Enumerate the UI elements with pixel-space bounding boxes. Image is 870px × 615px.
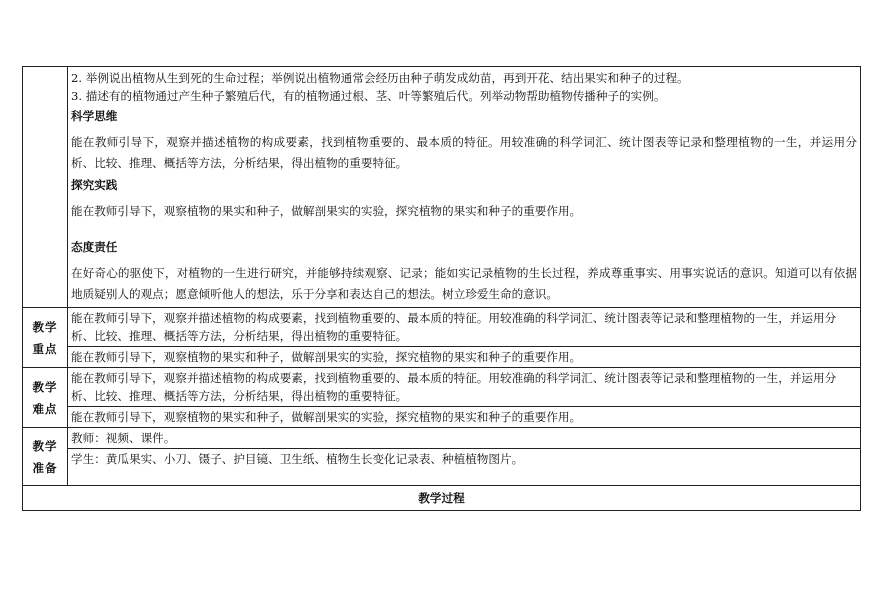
goals-row (23, 67, 861, 308)
difficulties-row-1 (23, 368, 861, 407)
goals-label-cell (23, 67, 68, 308)
attitude-heading: 态度责任 (71, 240, 118, 254)
knowledge-line-3: 3. 描述有的植物通过产生种子繁殖后代，有的植物通过根、茎、叶等繁殖后代。列举动物帮助植物传播种子的实例。 (71, 89, 666, 103)
key-points-label: 教学 重点 (23, 308, 68, 368)
attitude-text: 在好奇心的驱使下，对植物的一生进行研究，并能够持续观察、记录；能如实记录植物的生长过程，养成尊重事实、用事实说话的意识。知道可以有依据地质疑别人的观点；愿意倾听他人的想法，乐于分享和表达自己的想法。树立珍爱生命的意识。 (71, 266, 857, 301)
difficulties-label: 教学 难点 (23, 368, 68, 428)
process-row (23, 486, 861, 511)
practice-heading: 探究实践 (71, 178, 118, 192)
preparation-student: 学生：黄瓜果实、小刀、镊子、护目镜、卫生纸、植物生长变化记录表、种植植物图片。 (68, 449, 861, 486)
preparation-teacher: 教师：视频、课件。 (68, 428, 861, 449)
knowledge-line-2: 2. 举例说出植物从生到死的生命过程；举例说出植物通常会经历由种子萌发成幼苗，再到开花、结出果实和种子的过程。 (71, 71, 689, 85)
preparation-row-2 (23, 449, 861, 486)
difficulty-2: 能在教师引导下，观察植物的果实和种子，做解剖果实的实验，探究植物的果实和种子的重要作用。 (68, 407, 861, 428)
practice-text: 能在教师引导下，观察植物的果实和种子，做解剖果实的实验，探究植物的果实和种子的重要作用。 (71, 204, 582, 218)
thinking-text: 能在教师引导下，观察并描述植物的构成要素，找到植物重要的、最本质的特征。用较准确的科学词汇、统计图表等记录和整理植物的一生，并运用分析、比较、推理、概括等方法，分析结果，得出植物的重要特征。 (71, 135, 857, 170)
goals-content-cell (68, 67, 861, 308)
key-points-row-1 (23, 308, 861, 347)
key-point-2: 能在教师引导下，观察植物的果实和种子，做解剖果实的实验，探究植物的果实和种子的重要作用。 (68, 347, 861, 368)
lesson-plan-table (22, 66, 861, 511)
difficulties-row-2 (23, 407, 861, 428)
process-title: 教学过程 (23, 486, 861, 511)
difficulty-1: 能在教师引导下，观察并描述植物的构成要素，找到植物重要的、最本质的特征。用较准确的科学词汇、统计图表等记录和整理植物的一生，并运用分析、比较、推理、概括等方法，分析结果，得出植物的重要特征。 (68, 368, 861, 407)
key-point-1: 能在教师引导下，观察并描述植物的构成要素，找到植物重要的、最本质的特征。用较准确的科学词汇、统计图表等记录和整理植物的一生，并运用分析、比较、推理、概括等方法，分析结果，得出植物的重要特征。 (68, 308, 861, 347)
thinking-heading: 科学思维 (71, 109, 118, 123)
preparation-label: 教学 准备 (23, 428, 68, 486)
key-points-row-2 (23, 347, 861, 368)
preparation-row-1 (23, 428, 861, 449)
